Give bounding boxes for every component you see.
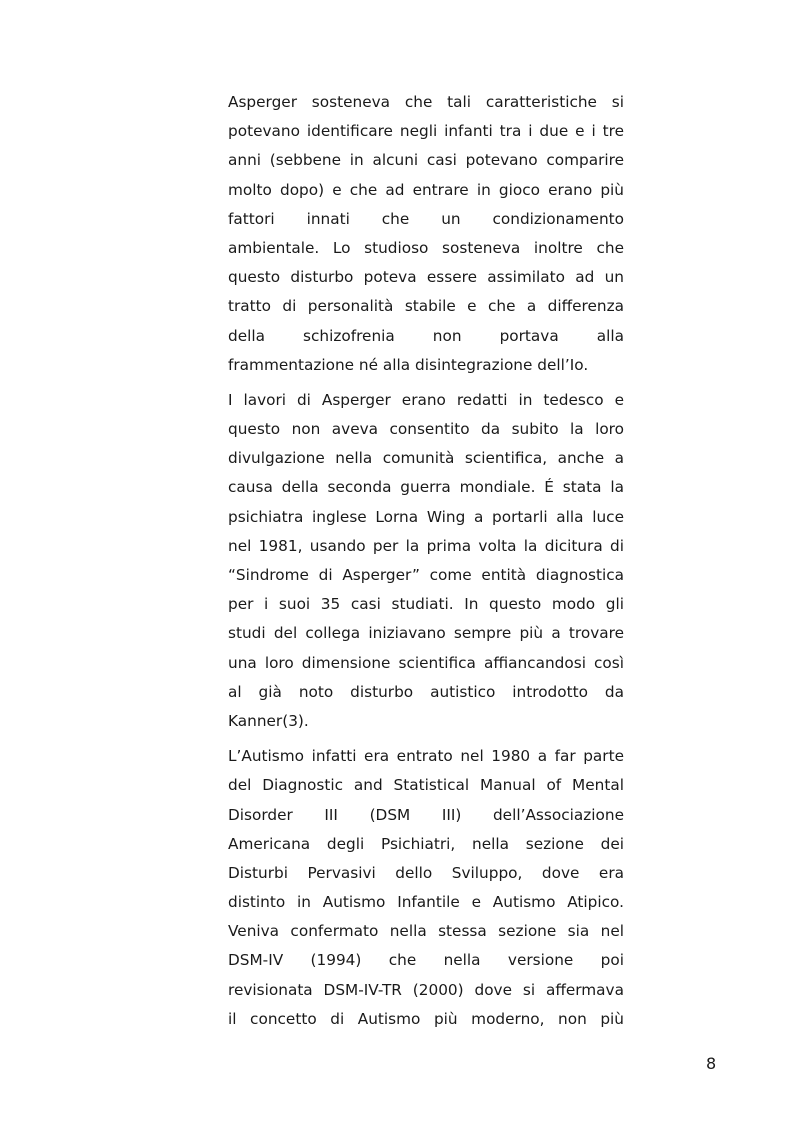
text-line: distinto in Autismo Infantile e Autismo Atipico. [228,893,624,912]
text-line: della schizofrenia non portava alla [228,326,624,345]
text-line: Veniva confermato nella stessa sezione sia nel [228,922,624,941]
text-line: anni (sebbene in alcuni casi potevano comparire [228,151,624,170]
text-line: Americana degli Psichiatri, nella sezione dei [228,834,624,853]
text-line: potevano identificare negli infanti tra i due e i tre [228,122,624,141]
text-line: I lavori di Asperger erano redatti in tedesco e [228,390,624,409]
text-line: causa della seconda guerra mondiale. É stata la [228,478,624,497]
text-line: questo disturbo poteva essere assimilato ad un [228,268,624,287]
text-line: tratto di personalità stabile e che a differenza [228,297,624,316]
text-line: Asperger sosteneva che tali caratteristiche si [228,93,624,111]
page-number: 8 [706,1054,717,1073]
text-line: del Diagnostic and Statistical Manual of Mental [228,776,624,795]
text-line: una loro dimensione scientifica affiancandosi così [228,653,624,672]
text-line: Disorder III (DSM III) dell’Associazione [228,805,624,824]
paragraph [228,742,624,1034]
paragraph [228,386,624,736]
text-line: studi del collega iniziavano sempre più a trovare [228,624,624,643]
text-line: questo non aveva consentito da subito la loro [228,420,624,439]
text-line: DSM-IV (1994) che nella versione poi [228,951,624,970]
text-line: frammentazione né alla disintegrazione dell’Io. [228,355,589,374]
text-line: per i suoi 35 casi studiati. In questo modo gli [228,595,624,614]
text-line: divulgazione nella comunità scientifica, anche a [228,449,624,468]
text-line: Kanner(3). [228,711,309,730]
paragraph [228,88,624,380]
text-line: ambientale. Lo studioso sosteneva inoltre che [228,238,624,257]
text-line: nel 1981, usando per la prima volta la dicitura di [228,536,624,555]
text-line: “Sindrome di Asperger” come entità diagnostica [228,566,624,584]
text-line: psichiatra inglese Lorna Wing a portarli alla luce [228,507,624,526]
text-line: il concetto di Autismo più moderno, non più [228,1009,624,1028]
document-body [228,88,624,1034]
text-line: fattori innati che un condizionamento [228,209,624,228]
text-line: L’Autismo infatti era entrato nel 1980 a far parte [228,747,624,766]
text-line: molto dopo) e che ad entrare in gioco erano più [228,180,624,199]
text-line: al già noto disturbo autistico introdotto da [228,682,624,701]
text-line: Disturbi Pervasivi dello Sviluppo, dove era [228,863,624,882]
text-line: revisionata DSM-IV-TR (2000) dove si affermava [228,980,624,999]
